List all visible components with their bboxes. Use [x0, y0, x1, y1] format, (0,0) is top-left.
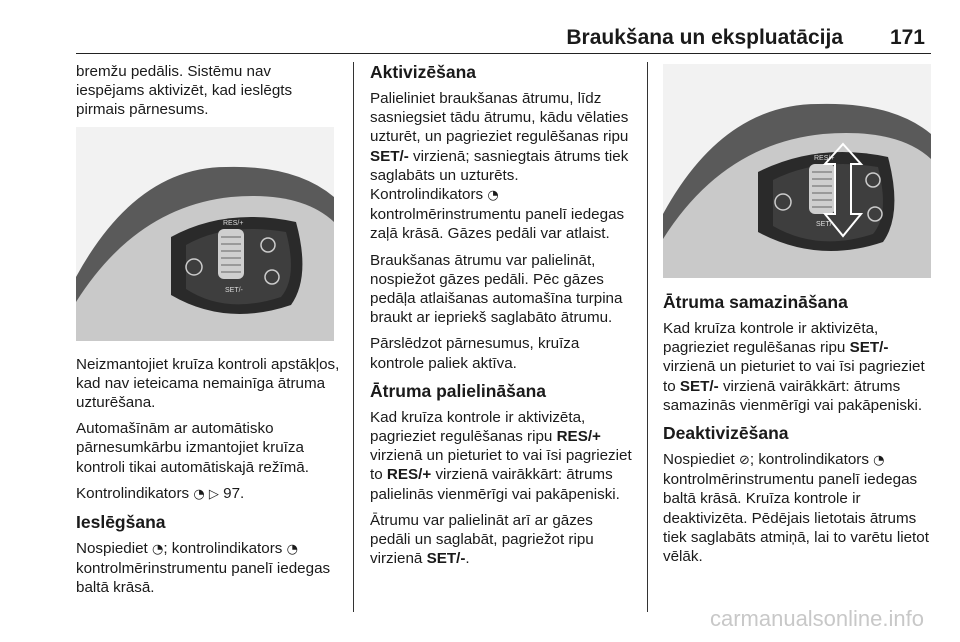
cruise-indicator-icon: ◔ [286, 542, 298, 558]
column-2 [370, 62, 634, 575]
set-label: SET/- [225, 286, 243, 294]
page-ref-icon: ▷ [208, 486, 219, 502]
section-heading: Ātruma samazināšana [663, 292, 848, 312]
paragraph: Neizmantojiet kruīza kontroli apstākļos, kad nav ieteicama nemainīga ātruma uzturēšana. [76, 355, 340, 412]
steering-wheel-figure-2 [663, 64, 931, 278]
section-heading: Deaktivizēšana [663, 423, 789, 444]
steering-wheel-figure-1 [76, 127, 334, 341]
res-label: RES/+ [814, 155, 835, 162]
paragraph: Ātrumu var palielināt arī ar gāzes pedāli un saglabāt, pagriežot ripu virzienā SET/-. [370, 511, 594, 568]
paragraph: Braukšanas ātrumu var palielināt, nospiežot gāzes pedāli. Pēc gāzes pedāļa atlaišanas automašīna turpina braukt ar iepriekš saglabāto ātrumu. [370, 251, 623, 327]
paragraph: Kad kruīza kontrole ir aktivizēta, pagrieziet regulēšanas ripu SET/- virzienā un pieturiet to vai īsi pagrieziet to SET/- virzienā vairākkārt: ātrums samazinās vienmērīgi vai pakāpeniski. [663, 320, 925, 414]
paragraph: Nospiediet ⊘; kontrolindikators ◔ kontrolmērinstrumentu panelī iedegas baltā krāsā. Kruīza kontrole ir deaktivizēta. Pēdējais lietotais ātrums tiek saglabāts atmiņā, lai to varētu lietot vēlāk. [663, 451, 929, 566]
column-3 [663, 62, 933, 573]
section-heading: Aktivizēšana [370, 62, 477, 82]
paragraph: bremžu pedālis. Sistēmu nav iespējams aktivizēt, kad ieslēgts pirmais pārnesums. [76, 63, 293, 119]
set-label: SET/- [816, 221, 834, 228]
section-heading: Ātruma palielināšana [370, 380, 547, 401]
cruise-indicator-icon: ◔ [873, 453, 885, 469]
steering-wheel-illustration [663, 64, 931, 278]
paragraph: Palieliniet braukšanas ātrumu, līdz sasniegsiet tādu ātrumu, kādu vēlaties uzturēt, un pagrieziet regulēšanas ripu SET/- virzienā; sasniegtais ātrums tiek saglabāts un uzturēts. Kontrolindikators ◔ kontrolmērinstrumentu panelī iedegas zaļā krāsā. Gāzes pedāli var atlaist. [370, 90, 629, 243]
page-title: Braukšana un ekspluatācija [566, 26, 843, 49]
column-1 [76, 62, 340, 605]
section-heading: Ieslēgšana [76, 512, 166, 533]
steering-wheel-illustration [76, 127, 334, 341]
paragraph: Nospiediet ◔; kontrolindikators ◔ kontrolmērinstrumentu panelī iedegas baltā krāsā. [76, 540, 331, 597]
page-header [76, 22, 931, 54]
footer-watermark: carmanualsonline.info [709, 606, 924, 631]
cruise-button-icon: ◔ [151, 542, 164, 558]
cancel-button-icon: ⊘ [738, 453, 750, 469]
header-rule [76, 53, 931, 55]
page-number: 171 [889, 26, 925, 49]
paragraph: Automašīnām ar automātisko pārnesumkārbu izmantojiet kruīza kontroli tikai automātiskajā režīmā. [76, 420, 309, 476]
paragraph: Kad kruīza kontrole ir aktivizēta, pagrieziet regulēšanas ripu RES/+ virzienā un pieturiet to vai īsi pagrieziet to RES/+ virzienā vairākkārt: ātrums palielinās vienmērīgi vai pakāpeniski. [370, 408, 632, 503]
cruise-indicator-icon: ◔ [487, 188, 499, 204]
paragraph: Kontrolindikators ◔ ▷ 97. [76, 484, 245, 502]
paragraph: Pārslēdzot pārnesumus, kruīza kontrole paliek aktīva. [370, 335, 580, 372]
column-divider-2 [647, 62, 648, 612]
column-divider-1 [353, 62, 354, 612]
cruise-indicator-icon: ◔ [193, 486, 205, 502]
res-label: RES/+ [223, 219, 244, 227]
